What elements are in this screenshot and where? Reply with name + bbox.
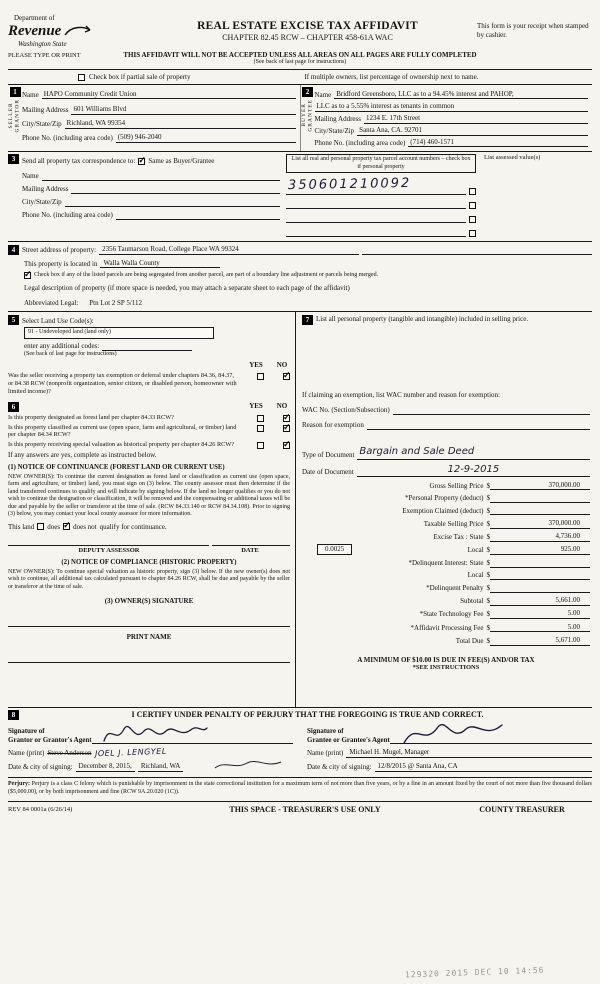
parcel-number-line-3[interactable] [286, 213, 466, 223]
forest-land-no-checkbox[interactable]: ✓ [283, 411, 291, 422]
additional-codes-label: enter any additional codes: [24, 342, 100, 350]
section-6-badge: 6 [8, 402, 19, 412]
logo-washington-state: Washington State [18, 39, 67, 48]
does-not-checkbox[interactable]: ✓ [63, 520, 71, 531]
historical-property-question: Is this property receiving special valuation as historical property per chapter 84.26 RCW? [8, 441, 235, 449]
personal-property-deduct-label: *Personal Property (deduct) [404, 494, 484, 502]
parcel-number-line-4[interactable] [286, 227, 466, 237]
seller-phone-label: Phone No. (including area code) [22, 133, 113, 142]
seller-name-value: HAPO Community Credit Union [42, 90, 296, 100]
current-use-no-checkbox[interactable]: ✓ [283, 421, 291, 432]
grantor-city-value: Richland, WA [138, 762, 184, 772]
right-column [296, 312, 592, 707]
notice-continuance-title: (1) NOTICE OF CONTINUANCE (FOREST LAND OR CURRENT USE) [8, 464, 225, 472]
dor-logo [8, 14, 138, 49]
does-not-label: does not [73, 522, 97, 531]
corr-name-value[interactable] [42, 172, 280, 181]
see-back-note-2: (See back of last page for instructions) [24, 350, 117, 357]
seller-exemption-no-checkbox[interactable]: ✓ [283, 370, 291, 380]
partial-sale-label: Check box if partial sale of property [89, 72, 191, 81]
segregated-checkbox[interactable]: ✓ [24, 269, 32, 280]
dollar-sign: $ [486, 610, 490, 619]
exemption-claimed-value [490, 506, 590, 515]
segregated-label: Check box if any of the listed parcels are being segregated from another parcel, are part of a boundary line adjustment or parcels being merged. [34, 272, 379, 279]
personal-property-checkbox-4[interactable] [469, 230, 476, 237]
deputy-date-line[interactable] [212, 537, 290, 546]
grantor-signature-scribble [100, 721, 210, 747]
personal-property-checkbox-1[interactable] [469, 188, 476, 195]
certify-statement: I CERTIFY UNDER PENALTY OF PERJURY THAT THE FOREGOING IS TRUE AND CORRECT. [131, 710, 484, 720]
dollar-sign: $ [486, 623, 490, 632]
grantor-date-value: December 8, 2015, [76, 762, 135, 772]
minimum-due-note: A MINIMUM OF $10.00 IS DUE IN FEE(S) AND/OR TAX [357, 655, 535, 664]
section-4-badge: 4 [8, 245, 19, 255]
deputy-assessor-label: DEPUTY ASSESSOR [78, 547, 140, 555]
grantee-signature-block [307, 722, 592, 772]
buyer-mailing-label: Mailing Address [314, 115, 361, 123]
notice-compliance-body: NEW OWNER(S): To continue special valuation as historic property, sign (3) below. If the new owner(s) does not wish to continue, all additional tax calculated pursuant to chapter 84.26 RCW, shall be due and payable by the seller or transferor at the time of sale. [8, 568, 290, 590]
dollar-sign: $ [486, 597, 490, 605]
owners-signature-label: (3) OWNER(S) SIGNATURE [104, 597, 194, 606]
seller-phone-value: (509) 946-2040 [116, 133, 296, 143]
certification-section [8, 707, 592, 775]
corr-mailing-value[interactable] [71, 185, 280, 194]
excise-tax-state-value: 4,736.00 [490, 532, 590, 542]
left-column [8, 312, 296, 707]
logo-dept-of: Department of [14, 14, 55, 22]
dollar-sign: $ [486, 583, 490, 592]
grantor-name-print-label: Name (print) [8, 748, 45, 757]
deputy-date-label: DATE [241, 547, 259, 555]
buyer-name-value-line2: LLC as to a 5.55% interest as tenants in common [315, 102, 589, 112]
logo-swoosh-icon [63, 24, 93, 39]
dollar-sign: $ [486, 546, 490, 555]
assessed-values-header: List assessed value(s) [484, 154, 541, 162]
divider [8, 777, 592, 778]
current-use-yes-checkbox[interactable] [257, 425, 264, 432]
excise-tax-local-label: Local [467, 546, 484, 555]
abbreviated-legal-value: Ptn Lot 2 SP 5/112 [89, 298, 143, 307]
parcel-number-line-2[interactable] [286, 199, 466, 209]
personal-property-checkbox-3[interactable] [469, 216, 476, 223]
seller-exemption-yes-checkbox[interactable] [257, 373, 264, 380]
section-5-badge: 5 [8, 315, 19, 325]
county-treasurer-label: COUNTY TREASURER [479, 805, 565, 814]
personal-property-deduct-value [490, 494, 590, 503]
grantor-signature-block [8, 722, 293, 772]
dollar-sign: $ [486, 494, 490, 502]
treasurer-space-label: THIS SPACE - TREASURER'S USE ONLY [229, 805, 381, 814]
grantee-agent-label: Grantee or Grantee's Agent [307, 735, 390, 744]
does-checkbox[interactable] [37, 523, 44, 530]
local-rate-box: 0.0025 [317, 544, 352, 555]
property-address-section [8, 241, 592, 312]
date-of-document-value: 12-9-2015 [357, 464, 590, 478]
delinquent-interest-local-value [490, 571, 590, 580]
not-accepted-warning: THIS AFFIDAVIT WILL NOT BE ACCEPTED UNLESS ALL AREAS ON ALL PAGES ARE FULLY COMPLETED [123, 50, 477, 59]
dollar-sign: $ [486, 519, 490, 528]
personal-property-label: List all personal property (tangible and intangible) included in selling price. [316, 315, 529, 324]
same-as-buyer-label: Same as Buyer/Grantee [148, 157, 215, 166]
grantee-name-value: Michael H. Mugel, Manager [346, 748, 592, 758]
forest-land-question: Is this property designated as forest land per chapter 84.33 RCW? [8, 413, 174, 421]
grantee-signature-of-label: Signature of [307, 726, 344, 735]
dollar-sign: $ [486, 506, 490, 515]
buyer-block [300, 85, 593, 152]
buyer-citystatezip-value: Santa Ana, CA. 92701 [357, 126, 588, 136]
land-use-label: Select Land Use Code(s): [22, 316, 94, 325]
see-instructions-note: *SEE INSTRUCTIONS [412, 664, 480, 672]
owners-signature-line[interactable] [8, 618, 290, 627]
delinquent-interest-state-value [490, 559, 590, 568]
dollar-sign: $ [486, 636, 490, 645]
treasurer-date-stamp: 129320 2015 DEC 10 14:56 [405, 965, 546, 980]
multiple-owners-note: If multiple owners, list percentage of ownership next to name. [304, 72, 479, 81]
no-header-6: NO [276, 402, 288, 411]
subtotal-label: Subtotal [460, 597, 484, 605]
additional-codes-value[interactable] [102, 342, 192, 351]
print-name-label: PRINT NAME [126, 633, 172, 642]
no-header-5: NO [276, 361, 288, 370]
affidavit-processing-fee-label: *Affidavit Processing Fee [410, 623, 484, 632]
state-technology-fee-value: 5.00 [490, 609, 590, 619]
grantor-name-typed: Steve Anderson [47, 748, 92, 757]
type-of-document-label: Type of Document [302, 450, 355, 459]
buyer-name-value-line1: Bridford Greensboro, LLC as to a 94.45% interest and PAHOP, [334, 90, 588, 100]
dollar-sign: $ [486, 558, 490, 567]
grantor-city-scribble [213, 758, 283, 772]
corr-phone-value[interactable] [116, 211, 280, 220]
does-label: does [47, 522, 61, 531]
notice-compliance-title: (2) NOTICE OF COMPLIANCE (HISTORIC PROPERTY) [61, 559, 237, 567]
reason-exemption-label: Reason for exemption [302, 421, 364, 430]
grantor-name-handwritten: JOEL J. LENGYEL [94, 747, 167, 759]
exemption-intro: If claiming an exemption, list WAC number and reason for exemption: [302, 391, 500, 400]
partial-sale-checkbox[interactable] [78, 74, 85, 81]
reason-exemption-value[interactable] [367, 421, 590, 430]
corr-citystatezip-label: City/State/Zip [22, 198, 62, 207]
wac-no-label: WAC No. (Section/Subsection) [302, 406, 390, 415]
print-name-line[interactable] [8, 654, 290, 663]
form-rev-number: REV 84 0001a (6/26/14) [8, 805, 73, 813]
type-of-document-value: Bargain and Sale Deed [357, 446, 590, 460]
excise-tax-state-label: Excise Tax : State [433, 533, 484, 541]
seller-grantor-side-label: SELLER GRANTOR [8, 98, 21, 132]
seller-mailing-value: 601 Williams Blvd [71, 105, 295, 115]
delinquent-interest-local-label: Local [467, 571, 484, 580]
taxable-selling-price-value: 370,000.00 [490, 519, 590, 529]
grantee-name-print-label: Name (print) [307, 748, 344, 757]
see-back-note: (See back of last page for instructions) [253, 59, 347, 66]
qualify-label: qualify for continuance. [99, 522, 167, 531]
if-yes-note: If any answers are yes, complete as instructed below. [8, 451, 157, 460]
yes-header-5: YES [249, 361, 263, 370]
legal-description-label: Legal description of property (if more space is needed, you may attach a separate sheet to each page of the affidavit) [24, 283, 350, 292]
total-due-label: Total Due [455, 636, 484, 645]
historical-no-checkbox[interactable]: ✓ [283, 439, 291, 450]
section-2-badge: 2 [302, 87, 313, 97]
section-8-badge: 8 [8, 710, 19, 720]
buyer-phone-label: Phone No. (including area code) [314, 138, 406, 147]
seller-citystatezip-label: City/State/Zip [22, 120, 62, 128]
date-of-document-label: Date of Document [302, 468, 354, 477]
gross-selling-price-value: 370,000.00 [490, 481, 590, 491]
delinquent-penalty-value [490, 584, 590, 593]
yes-header-6: YES [249, 402, 263, 411]
parcel-numbers-header: List all real and personal property tax parcel account numbers – check box if personal property [286, 154, 476, 173]
grantee-signature-line [390, 722, 592, 744]
tax-correspondence-section [8, 151, 592, 240]
send-correspondence-label: Send all property tax correspondence to: [22, 157, 136, 166]
grantor-date-city-label: Date & city of signing: [8, 762, 73, 771]
state-technology-fee-label: *State Technology Fee [419, 610, 484, 619]
street-address-label: Street address of property: [22, 245, 97, 254]
wac-no-value[interactable] [393, 406, 590, 415]
seller-mailing-label: Mailing Address [22, 106, 69, 115]
grantee-date-value: 12/8/2015 @ Santa Ana, CA [375, 762, 592, 772]
perjury-lead: Perjury: [8, 781, 30, 787]
affidavit-processing-fee-value: 5.00 [490, 623, 590, 633]
seller-citystatezip-value: Richland, WA 99354 [65, 119, 296, 129]
section-7-badge: 7 [302, 315, 313, 325]
parcel-number-handwritten: 350601210092 [286, 177, 466, 194]
dollar-sign: $ [486, 533, 490, 541]
land-use-code-value[interactable]: 91 - Undeveloped land (land only) [24, 327, 214, 339]
grantor-signature-of-label: Signature of [8, 726, 45, 735]
perjury-notice [8, 781, 592, 799]
buyer-citystatezip-label: City/State/Zip [314, 126, 355, 135]
corr-phone-label: Phone No. (including area code) [22, 211, 113, 220]
same-as-buyer-checkbox[interactable]: ✓ [138, 155, 146, 166]
street-address-value: 2356 Taumarson Road, College Place WA 99324 [99, 245, 359, 255]
divider [8, 69, 592, 70]
exemption-claimed-label: Exemption Claimed (deduct) [402, 506, 484, 515]
deputy-assessor-signature-line[interactable] [8, 537, 209, 546]
notice-continuance-body: NEW OWNER(S): To continue the current designation as forest land or classification as current use (open space, farm and agriculture, or timber) land, you must sign on (3) below. The county assessor must then determine if the land transferred continues to qualify and will indicate by signing below. If the land no longer qualifies or you do not wish to continue the designation or classification, it will be removed and the compensating or additional taxes will be due and payable by the seller or transferor at the time of sale. (RCW 84.33.140 or RCW 84.34.108). Prior to signing (3) below, you may contact your local county assessor for more information. [8, 473, 290, 518]
this-land-label: This land [8, 522, 35, 531]
perjury-body: Perjury is a class C felony which is punishable by imprisonment in the state correctional institution for a maximum term of not more than five years, or by a fine in an amount fixed by the court of not more than five thousand dollars ($5,000.00), or by both imprisonment and fine (RCW 9A.20.020 (1C)). [8, 781, 593, 795]
subtotal-value: 5,661.00 [490, 596, 590, 606]
delinquent-penalty-label: *Delinquent Penalty [426, 583, 484, 592]
section-3-badge: 3 [8, 154, 19, 164]
parties-section [8, 84, 592, 152]
buyer-mailing-value: 1234 E. 17th Street [364, 114, 588, 124]
delinquent-interest-state-label: *Delinquent Interest: State [408, 558, 484, 567]
seller-name-label: Name [22, 90, 39, 99]
corr-citystatezip-value[interactable] [65, 198, 280, 207]
current-use-question: Is this property classified as current use (open space, farm and agricultural, or timber) land per chapter 84.34 RCW? [8, 423, 237, 439]
abbreviated-legal-label: Abbreviated Legal: [24, 298, 79, 307]
grantor-agent-label: Grantor or Grantor's Agent [8, 735, 92, 744]
grantor-signature-line [92, 722, 293, 744]
total-due-value: 5,671.00 [490, 636, 590, 646]
please-type-or-print: PLEASE TYPE OR PRINT [8, 51, 81, 59]
excise-tax-local-value: 925.00 [490, 545, 590, 555]
county-value: Walla Walla County [100, 259, 220, 269]
dollar-sign: $ [486, 571, 490, 580]
section-1-badge: 1 [10, 87, 21, 97]
seller-block [8, 85, 300, 152]
receipt-note: This form is your receipt when stamped by cashier. [477, 22, 589, 39]
header [8, 14, 592, 49]
buyer-phone-value: (714) 460-1571 [408, 138, 588, 148]
gross-selling-price-label: Gross Selling Price [429, 481, 484, 490]
bottom-bar [8, 801, 592, 815]
personal-property-checkbox-2[interactable] [469, 202, 476, 209]
logo-revenue: Revenue [8, 22, 62, 39]
forest-land-yes-checkbox[interactable] [257, 415, 264, 422]
buyer-name-label: Name [314, 90, 332, 99]
form-title: REAL ESTATE EXCISE TAX AFFIDAVIT [197, 20, 418, 32]
grantee-signature-scribble [398, 721, 508, 747]
corr-name-label: Name [22, 172, 39, 181]
buyer-grantee-side-label: BUYER GRANTEE [300, 98, 314, 132]
taxable-selling-price-label: Taxable Selling Price [423, 519, 484, 528]
grantee-date-city-label: Date & city of signing: [307, 762, 372, 771]
form-subtitle: CHAPTER 82.45 RCW – CHAPTER 458-61A WAC [222, 33, 393, 42]
corr-mailing-label: Mailing Address [22, 185, 69, 194]
located-in-label: This property is located in [24, 259, 98, 268]
seller-exemption-question: Was the seller receiving a property tax exemption or deferral under chapters 84.36, 84.37, or 84.38 RCW (nonprofit organization, senior citizen, or disabled person, homeowner with limited income)? [8, 372, 237, 395]
historical-yes-checkbox[interactable] [257, 442, 264, 449]
dollar-sign: $ [486, 481, 490, 490]
